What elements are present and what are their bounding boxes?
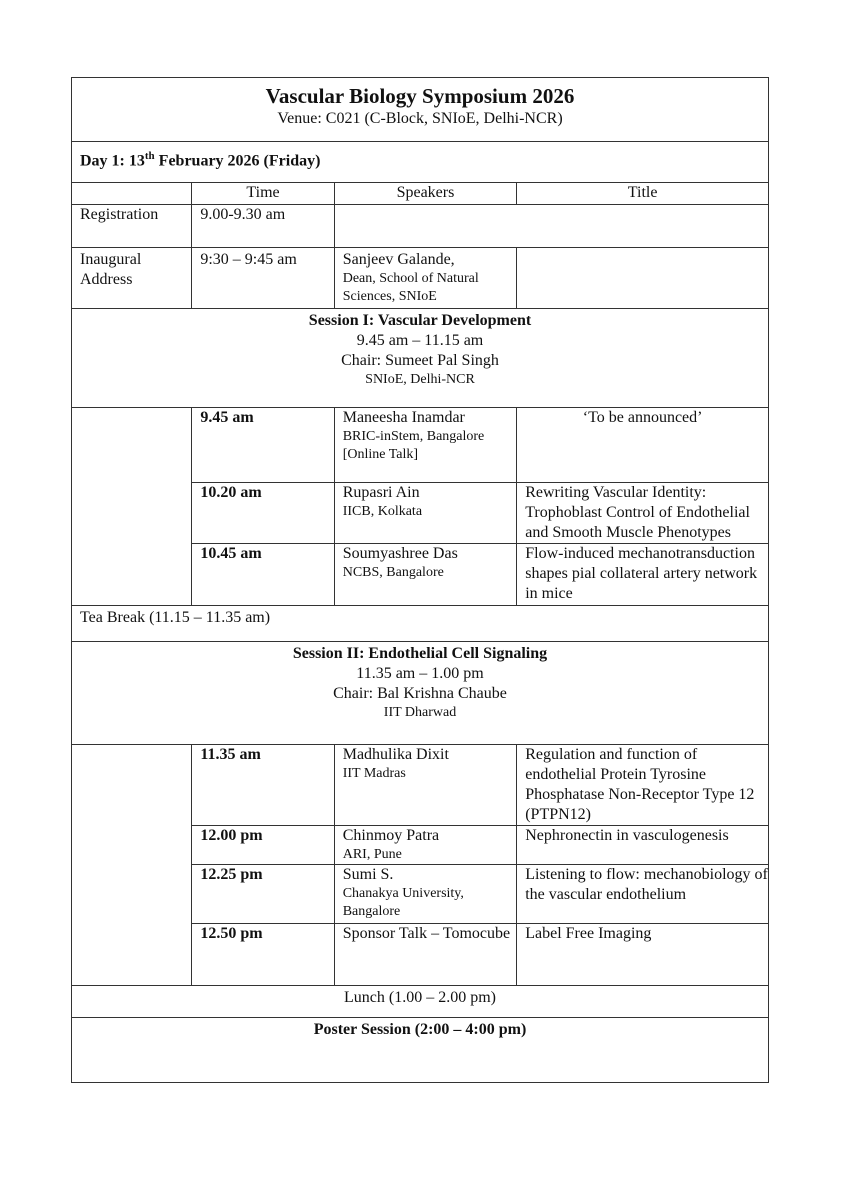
talk-speaker: Soumyashree Das NCBS, Bangalore (334, 544, 517, 606)
session2-time: 11.35 am – 1.00 pm (356, 665, 484, 682)
talk-title: Label Free Imaging (517, 924, 769, 986)
column-header-speakers: Speakers (334, 183, 517, 205)
talk-time: 9.45 am (192, 408, 334, 483)
registration-empty (334, 205, 768, 248)
session2-heading: Session II: Endothelial Cell Signaling (292, 645, 548, 662)
talk-time: 10.45 am (192, 544, 334, 606)
talk-time: 12.00 pm (192, 826, 334, 865)
session1-left-blank (72, 408, 192, 606)
venue: Venue: C021 (C-Block, SNIoE, Delhi-NCR) (277, 110, 563, 127)
talk-time: 12.25 pm (192, 865, 334, 924)
inaugural-time: 9:30 – 9:45 am (192, 248, 334, 309)
registration-label: Registration (72, 205, 192, 248)
talk-title: Regulation and function of endothelial Protein Tyrosine Phosphatase Non-Receptor Type 12 (PTPN12) (517, 745, 769, 826)
tea-break: Tea Break (11.15 – 11.35 am) (72, 606, 769, 642)
session2-heading-cell (72, 642, 769, 745)
inaugural-speaker: Sanjeev Galande, Dean, School of Natural Sciences, SNIoE (334, 248, 517, 309)
day-heading: Day 1: 13th February 2026 (Friday) (72, 142, 769, 183)
registration-time: 9.00-9.30 am (192, 205, 334, 248)
talk-time: 12.50 pm (192, 924, 334, 986)
session2-left-blank (72, 745, 192, 986)
session1-heading-cell (72, 309, 769, 408)
talk-speaker: Sponsor Talk – Tomocube (334, 924, 517, 986)
lunch: Lunch (1.00 – 2.00 pm) (72, 986, 769, 1018)
talk-title: Nephronectin in vasculogenesis (517, 826, 769, 865)
talk-title: ‘To be announced’ (517, 408, 769, 483)
talk-speaker: Rupasri Ain IICB, Kolkata (334, 483, 517, 544)
talk-speaker: Sumi S. Chanakya University, Bangalore (334, 865, 517, 924)
session1-time: 9.45 am – 11.15 am (356, 332, 484, 349)
talk-speaker: Chinmoy Patra ARI, Pune (334, 826, 517, 865)
session1-heading: Session I: Vascular Development (308, 312, 532, 329)
column-header-title: Title (517, 183, 769, 205)
talk-time: 10.20 am (192, 483, 334, 544)
session2-chair-affil: IIT Dharwad (383, 705, 457, 720)
inaugural-title (517, 248, 769, 309)
talk-speaker: Maneesha Inamdar BRIC-inStem, Bangalore [Online Talk] (334, 408, 517, 483)
page-title: Vascular Biology Symposium 2026 (265, 84, 575, 108)
poster-session: Poster Session (2:00 – 4:00 pm) (72, 1018, 769, 1083)
column-header-blank (72, 183, 192, 205)
session2-chair: Chair: Bal Krishna Chaube (333, 685, 507, 702)
header-cell (72, 78, 769, 142)
column-header-time: Time (192, 183, 334, 205)
session1-chair: Chair: Sumeet Pal Singh (341, 352, 499, 369)
talk-title: Listening to flow: mechanobiology of the vascular endothelium (517, 865, 769, 924)
talk-title: Flow-induced mechanotransduction shapes pial collateral artery network in mice (517, 544, 769, 606)
talk-speaker: Madhulika Dixit IIT Madras (334, 745, 517, 826)
talk-title: Rewriting Vascular Identity: Trophoblast Control of Endothelial and Smooth Muscle Phenotypes (517, 483, 769, 544)
session1-chair-affil: SNIoE, Delhi-NCR (365, 372, 475, 387)
inaugural-label: Inaugural Address (72, 248, 192, 309)
talk-time: 11.35 am (192, 745, 334, 826)
program-table (71, 77, 769, 1083)
